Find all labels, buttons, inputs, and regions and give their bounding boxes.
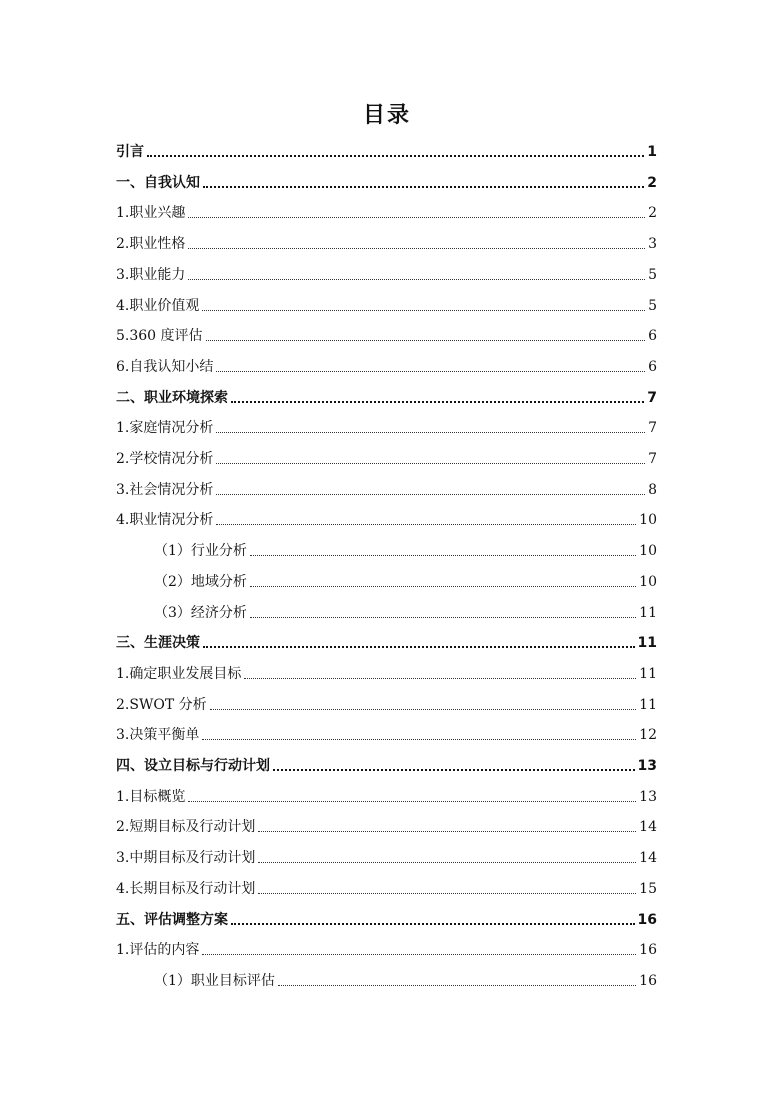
dot-leader bbox=[250, 554, 636, 556]
toc-entry[interactable] bbox=[116, 876, 657, 898]
toc-entry-label: 1.家庭情况分析 bbox=[116, 420, 214, 437]
dot-leader bbox=[250, 585, 636, 587]
dot-leader bbox=[244, 677, 636, 679]
toc-entry-label: 6.自我认知小结 bbox=[116, 358, 214, 375]
toc-entry-page-number: 2 bbox=[648, 205, 657, 222]
dot-leader bbox=[258, 861, 636, 863]
dot-leader bbox=[231, 922, 635, 925]
dot-leader bbox=[273, 768, 635, 771]
toc-entry-page-number: 7 bbox=[648, 451, 657, 467]
dot-leader bbox=[216, 431, 645, 433]
toc-entry-page-number: 11 bbox=[639, 696, 657, 713]
dot-leader bbox=[278, 984, 636, 986]
toc-entry-page-number: 7 bbox=[647, 389, 657, 406]
toc-entry[interactable] bbox=[116, 293, 657, 315]
toc-entry-page-number: 16 bbox=[639, 972, 657, 989]
dot-leader bbox=[188, 800, 636, 802]
toc-entry-label: 3.职业能力 bbox=[116, 266, 186, 283]
toc-entry[interactable] bbox=[116, 354, 657, 376]
toc-entry-page-number: 11 bbox=[639, 604, 657, 621]
toc-entry-label: 4.职业情况分析 bbox=[116, 512, 214, 529]
toc-entry-label: 1.评估的内容 bbox=[116, 942, 200, 959]
dot-leader bbox=[203, 185, 644, 188]
toc-entry-page-number: 10 bbox=[639, 573, 657, 590]
toc-entry-label: 4.职业价值观 bbox=[116, 297, 200, 314]
toc-entry-page-number: 10 bbox=[639, 543, 657, 560]
toc-entry-label: 3.社会情况分析 bbox=[116, 481, 214, 498]
toc-title: 目录 bbox=[362, 103, 411, 128]
toc-entry[interactable] bbox=[154, 968, 657, 990]
toc-entry-page-number: 5 bbox=[648, 297, 657, 314]
toc-entry-page-number: 11 bbox=[639, 665, 657, 682]
toc-entry[interactable] bbox=[116, 262, 657, 284]
toc-entry[interactable] bbox=[116, 907, 657, 929]
toc-entry[interactable] bbox=[116, 753, 657, 775]
dot-leader bbox=[258, 892, 636, 894]
dot-leader bbox=[210, 708, 637, 710]
dot-leader bbox=[258, 830, 636, 832]
toc-entry[interactable] bbox=[116, 446, 657, 468]
toc-entry-label: （3）经济分析 bbox=[154, 604, 247, 621]
toc-entry-label: 一、自我认知 bbox=[116, 174, 200, 191]
dot-leader bbox=[216, 370, 645, 372]
toc-entry-page-number: 15 bbox=[639, 880, 657, 897]
dot-leader bbox=[188, 278, 645, 280]
toc-entry[interactable] bbox=[154, 569, 657, 591]
toc-entry-page-number: 13 bbox=[637, 758, 657, 774]
dot-leader bbox=[188, 247, 645, 249]
toc-entry[interactable] bbox=[154, 538, 657, 560]
toc-entry[interactable] bbox=[154, 600, 657, 622]
toc-entry-label: 1.确定职业发展目标 bbox=[116, 665, 242, 682]
toc-entry[interactable] bbox=[116, 415, 657, 437]
dot-leader bbox=[250, 616, 636, 618]
toc-entry-page-number: 14 bbox=[639, 850, 657, 867]
dot-leader bbox=[188, 216, 645, 218]
toc-entry[interactable] bbox=[116, 630, 657, 652]
toc-entry[interactable] bbox=[116, 507, 657, 529]
dot-leader bbox=[231, 400, 644, 403]
toc-entry[interactable] bbox=[116, 661, 657, 683]
toc-entry-page-number: 11 bbox=[637, 635, 657, 652]
toc-entry[interactable] bbox=[116, 170, 657, 192]
toc-entry-label: 2.职业性格 bbox=[116, 236, 186, 253]
toc-entry-label: 1.职业兴趣 bbox=[116, 205, 186, 222]
toc-entry-page-number: 8 bbox=[648, 481, 657, 498]
toc-entry[interactable] bbox=[116, 814, 657, 836]
toc-entry-label: 5.360 度评估 bbox=[116, 328, 203, 345]
dot-leader bbox=[202, 738, 636, 740]
toc-entry-label: 3.中期目标及行动计划 bbox=[116, 850, 256, 867]
toc-entry-label: 3.决策平衡单 bbox=[116, 727, 200, 744]
toc-entry-label: 二、职业环境探索 bbox=[116, 389, 228, 406]
dot-leader bbox=[206, 339, 646, 341]
toc-entry-label: （1）行业分析 bbox=[154, 543, 247, 560]
toc-entry-page-number: 6 bbox=[648, 328, 657, 345]
toc-entry-label: 2.SWOT 分析 bbox=[116, 696, 207, 713]
toc-entry[interactable] bbox=[116, 231, 657, 253]
toc-entry[interactable] bbox=[116, 385, 657, 407]
toc-entry[interactable] bbox=[116, 477, 657, 499]
toc-entry[interactable] bbox=[116, 784, 657, 806]
dot-leader bbox=[216, 523, 636, 525]
toc-entry-page-number: 2 bbox=[647, 174, 657, 191]
toc-entry-label: 2.学校情况分析 bbox=[116, 451, 214, 467]
toc-entry-label: 引言 bbox=[116, 144, 144, 160]
toc-entry-page-number: 14 bbox=[639, 819, 657, 836]
toc-entry[interactable] bbox=[116, 323, 657, 345]
toc-entry-label: 三、生涯决策 bbox=[116, 635, 200, 652]
dot-leader bbox=[203, 645, 635, 648]
toc-entry[interactable] bbox=[116, 200, 657, 222]
dot-leader bbox=[216, 462, 645, 464]
toc-entry-label: （1）职业目标评估 bbox=[154, 972, 275, 989]
toc-entry-page-number: 1 bbox=[647, 144, 657, 160]
toc-entry[interactable] bbox=[116, 692, 657, 714]
toc-entry-page-number: 3 bbox=[648, 236, 657, 253]
dot-leader bbox=[147, 154, 644, 157]
toc-entry-page-number: 16 bbox=[639, 942, 657, 959]
toc-entry-page-number: 6 bbox=[648, 358, 657, 375]
toc-entry-page-number: 5 bbox=[648, 266, 657, 283]
toc-entry-page-number: 7 bbox=[648, 420, 657, 437]
dot-leader bbox=[216, 493, 645, 495]
toc-entry-page-number: 13 bbox=[639, 788, 657, 805]
toc-entry[interactable] bbox=[116, 139, 657, 161]
toc-entry-label: 五、评估调整方案 bbox=[116, 911, 228, 928]
toc-entry-label: （2）地域分析 bbox=[154, 573, 247, 590]
toc-entry-label: 2.短期目标及行动计划 bbox=[116, 819, 256, 836]
toc-entry-page-number: 16 bbox=[637, 911, 657, 928]
toc-entry[interactable] bbox=[116, 722, 657, 744]
toc-entry-page-number: 10 bbox=[639, 512, 657, 529]
dot-leader bbox=[202, 953, 636, 955]
toc-entry-label: 4.长期目标及行动计划 bbox=[116, 880, 256, 897]
toc-entry-label: 1.目标概览 bbox=[116, 788, 186, 805]
dot-leader bbox=[202, 309, 645, 311]
toc-entry[interactable] bbox=[116, 845, 657, 867]
toc-entry[interactable] bbox=[116, 937, 657, 959]
toc-entry-label: 四、设立目标与行动计划 bbox=[116, 758, 270, 774]
toc-entry-page-number: 12 bbox=[639, 727, 657, 744]
